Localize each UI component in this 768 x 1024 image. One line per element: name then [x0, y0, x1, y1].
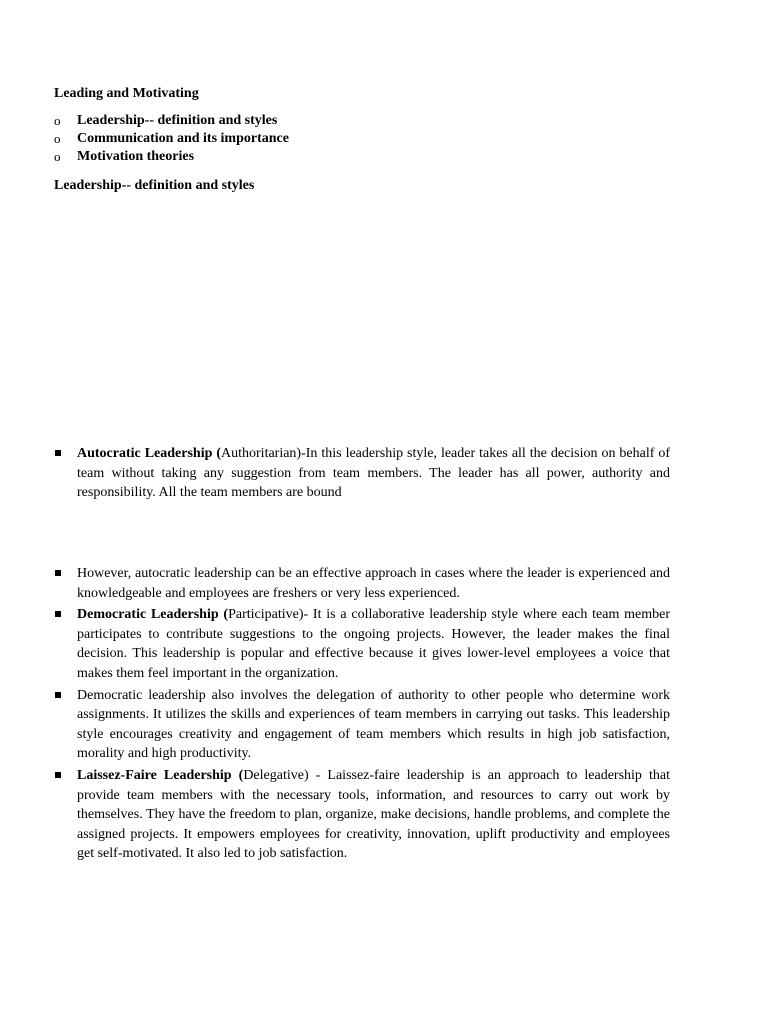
list-item — [54, 444, 670, 503]
section-heading: Leadership-- definition and styles — [54, 178, 255, 193]
leadership-term: Autocratic Leadership ( — [77, 446, 222, 461]
hollow-circle-bullet-icon: o — [54, 113, 61, 128]
square-bullet-icon — [55, 611, 61, 617]
list-item-text: Delegative) - Laissez-faire leadership is an approach to leadership that provide team members with the necessary tools, information, and resources to carry out work by themselves. They have the freedom to plan, organize, make decisions, handle problems, and complete the assigned projects. It empowers employees for creativity, innovation, uplift productivity and employees get self-motivated. It also led to job satisfaction. — [77, 767, 670, 862]
leadership-styles-list-b — [54, 564, 670, 866]
list-item — [54, 766, 670, 864]
outline-item-label: Leadership-- definition and styles — [77, 113, 278, 128]
square-bullet-icon — [55, 450, 61, 456]
square-bullet-icon — [55, 570, 61, 576]
outline-item — [54, 130, 289, 148]
document-title: Leading and Motivating — [54, 86, 199, 101]
hollow-circle-bullet-icon: o — [54, 131, 61, 146]
leadership-styles-list-a — [54, 444, 670, 505]
outline-item — [54, 148, 289, 166]
hollow-circle-bullet-icon: o — [54, 149, 61, 164]
list-item — [54, 686, 670, 764]
list-item-text: Authoritarian)-In this leadership style, leader takes all the decision on behalf of team without taking any suggestion from team members. The leader has all power, authority and responsibility. All the team members are bound — [77, 446, 670, 501]
outline-item-label: Communication and its importance — [77, 131, 289, 146]
list-item — [54, 605, 670, 683]
list-item-text: However, autocratic leadership can be an effective approach in cases where the leader is experienced and knowledgeable and employees are freshers or very less experienced. — [77, 566, 670, 601]
list-item — [54, 564, 670, 603]
square-bullet-icon — [55, 692, 61, 698]
list-item-text: Democratic leadership also involves the delegation of authority to other people who determine work assignments. It utilizes the skills and experiences of team members in carrying out tasks. This leadership style encourages creativity and engagement of team members which results in high job satisfaction, morality and high productivity. — [77, 687, 670, 762]
square-bullet-icon — [55, 772, 61, 778]
outline-item — [54, 112, 289, 130]
list-item-text: Participative)- It is a collaborative leadership style where each team member participates to contribute suggestions to the ongoing projects. However, the leader makes the final decision. This leadership is popular and effective because it gives lower-level employees a voice that makes them feel important in the organization. — [77, 607, 670, 681]
leadership-term: Democratic Leadership ( — [77, 607, 229, 623]
outline-list — [54, 112, 289, 166]
outline-item-label: Motivation theories — [77, 149, 195, 164]
leadership-term: Laissez-Faire Leadership ( — [77, 767, 244, 783]
